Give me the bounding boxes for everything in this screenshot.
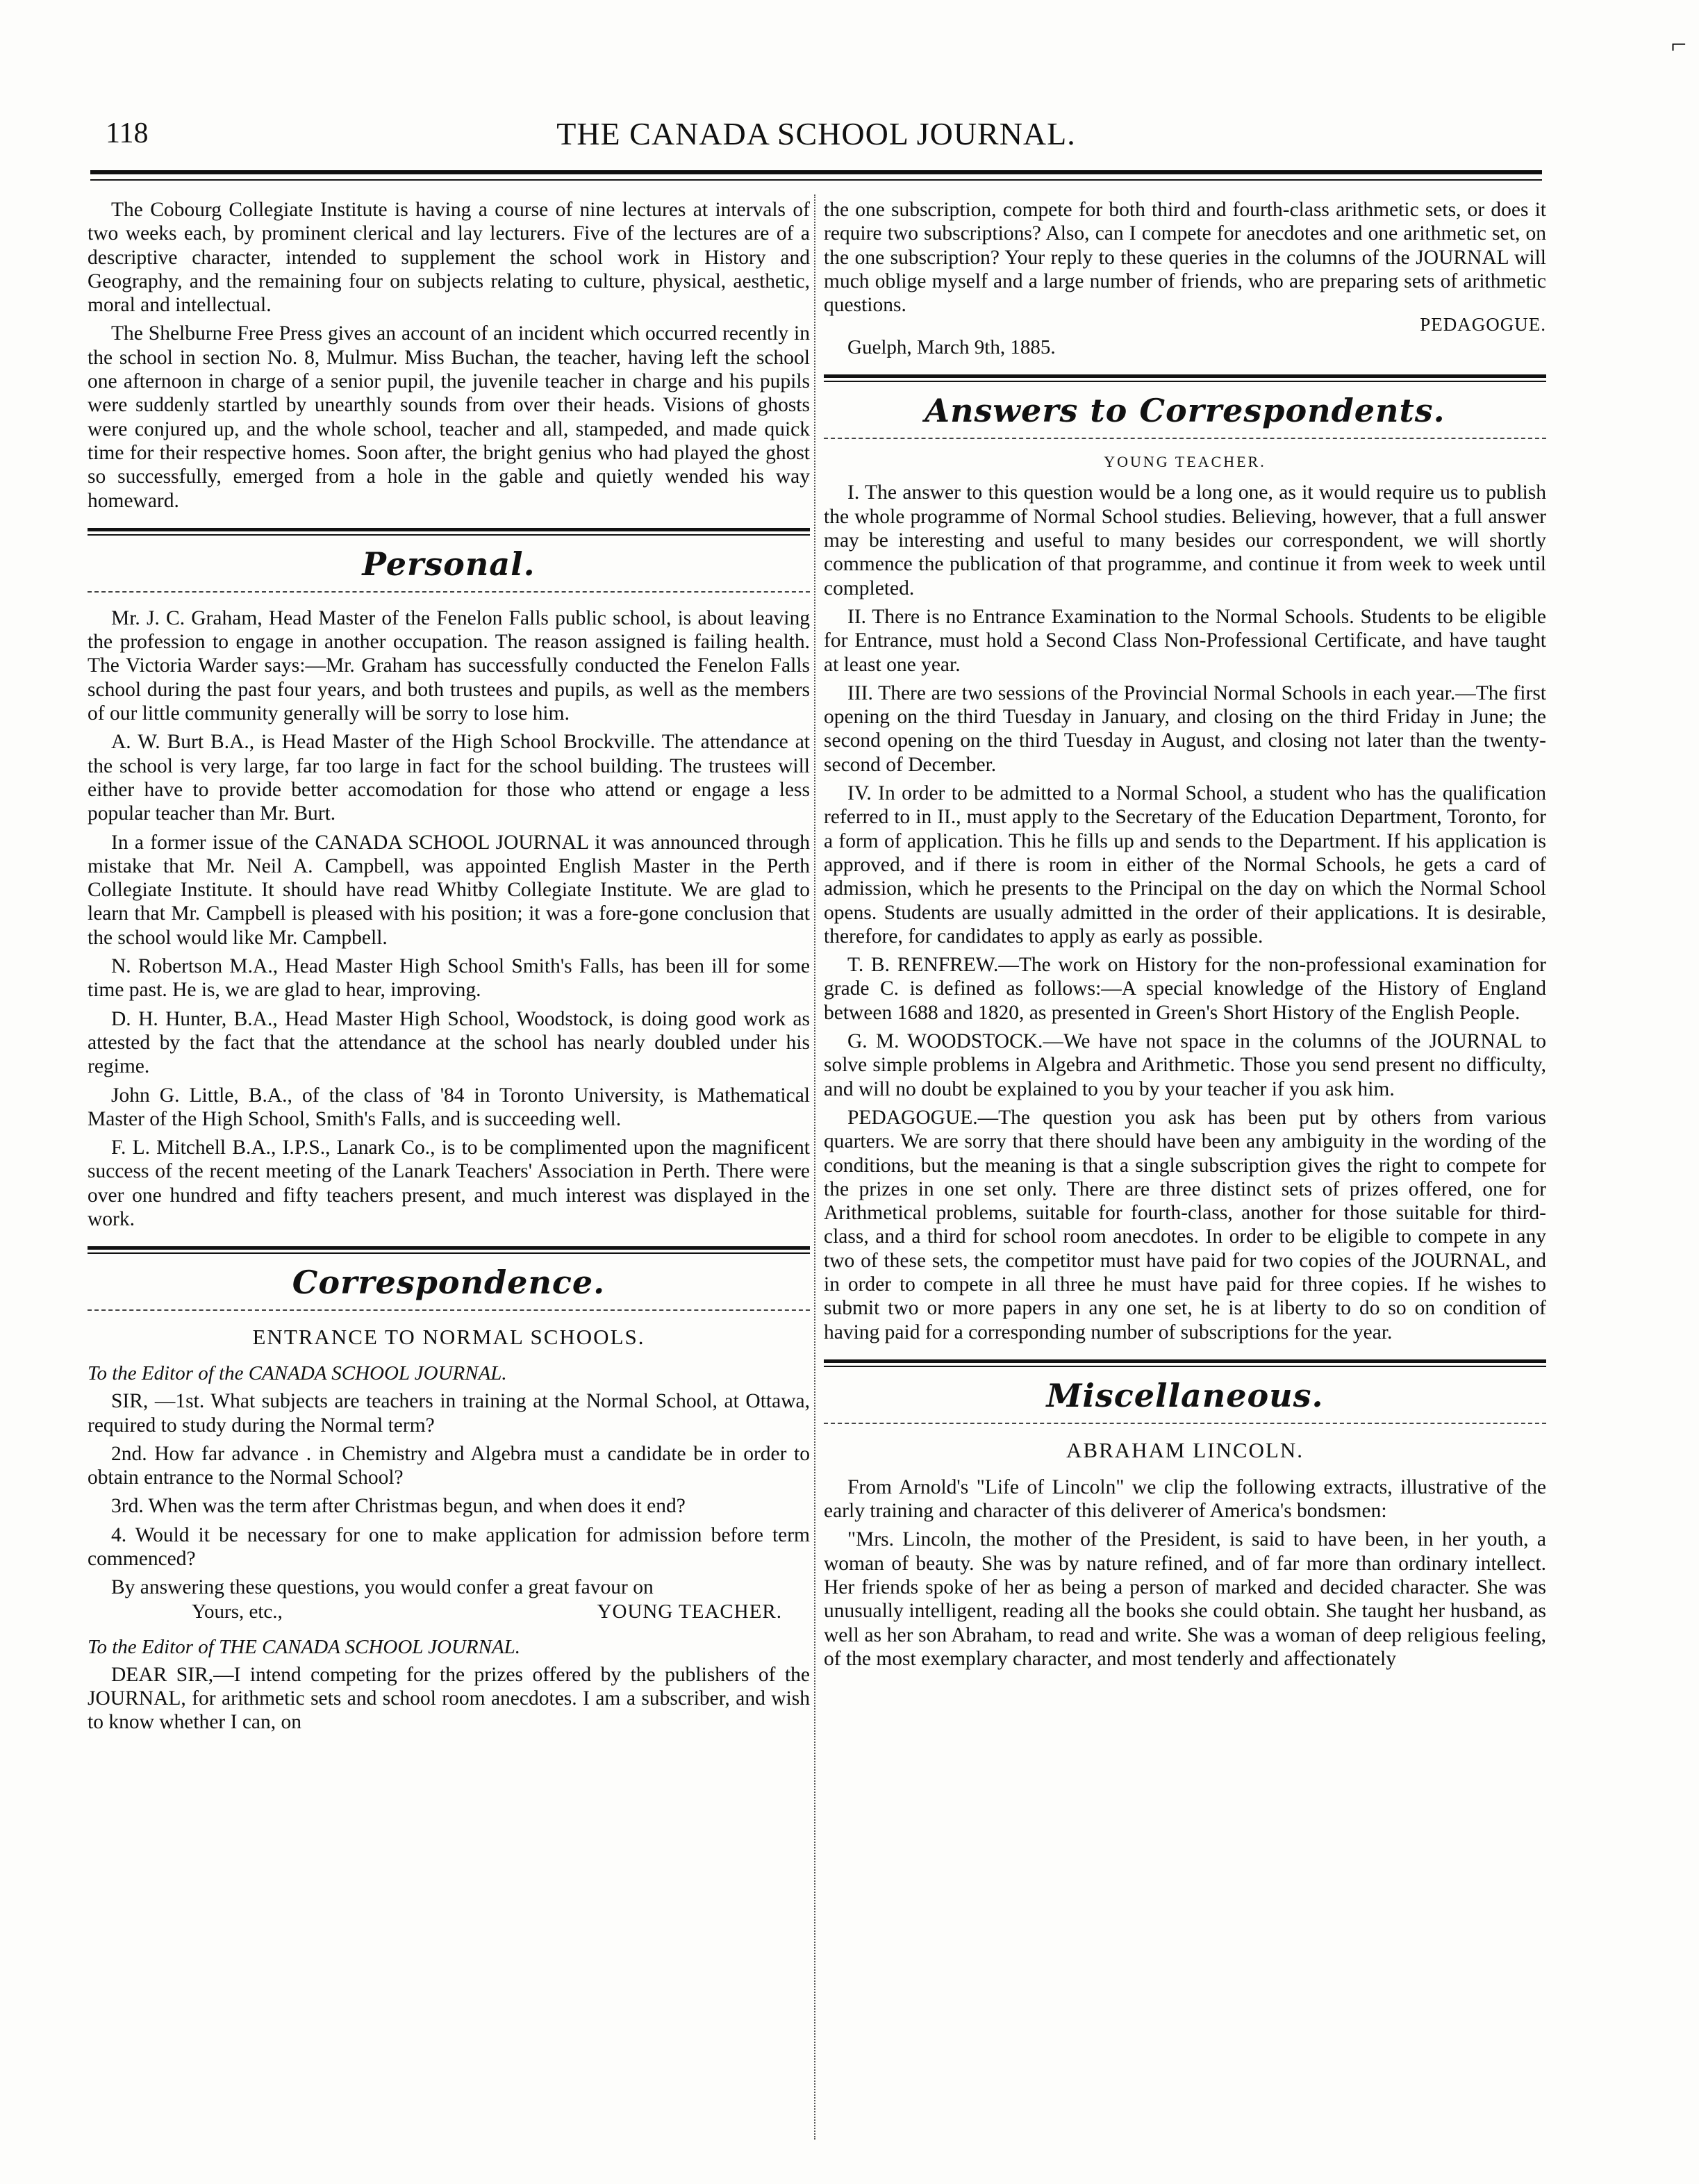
letter-paragraph: 2nd. How far advance . in Chemistry and Algebra must a candidate be in order to obtain entrance to the Normal School? xyxy=(88,1442,810,1489)
answer-paragraph: III. There are two sessions of the Provincial Normal Schools in each year.—The first opening on the third Tuesday in January, and closing on the third Friday in June; the second opening on the third Tuesday in August, and closing not later than the twenty-second of December. xyxy=(824,681,1546,776)
letter-paragraph: By answering these questions, you would confer a great favour on xyxy=(111,1576,654,1599)
lincoln-paragraph: "Mrs. Lincoln, the mother of the President, is said to have been, in her youth, a woman of beauty. She was by nature refined, and of far more than ordinary intellect. Her friends spoke of her as being a person of marked and decided character. She was unusually intelligent, reading all the books she could obtain. She taught her husband, as well as her son Abraham, to read and write. She was a woman of deep religious feeling, of the most exemplary character, and most tenderly and affectionately xyxy=(824,1528,1546,1670)
page-number: 118 xyxy=(106,117,149,149)
letter-paragraph: the one subscription, compete for both third and fourth-class arithmetic sets, or does it require two subscriptions? Also, can I compete for anecdotes and one arithmetic set, on the one subscription? Your reply to these queries in the columns of the JOURNAL will much oblige myself and a large number of friends, who are preparing sets of arithmetic questions. xyxy=(824,199,1546,317)
miscellaneous-heading: Miscellaneous. xyxy=(1046,1376,1324,1414)
letter-signature: PEDAGOGUE. xyxy=(1420,314,1546,336)
answer-paragraph: PEDAGOGUE.—The question you ask has been put by others from various quarters. We are sorry that there should have been any ambiguity in the wording of the conditions, but the meaning is that a single subscription gives the right to compete for the prizes in one set only. There are three distinct sets of prizes offered, one for Arithmetical problems, suitable for fourth-class, another for those suitable for third-class, and a third for school room anecdotes. In order to be eligible to compete in any two of these sets, the competitor must have paid for two copies of the JOURNAL, and in order to compete in all three he must have paid for three copies. If he wishes to submit two or more papers in any one set, he is at liberty to do so on condition of having paid for a corresponding number of subscriptions for the year. xyxy=(824,1106,1546,1343)
letter-paragraph: DEAR SIR,—I intend competing for the prizes offered by the publishers of the JOURNAL, for arithmetic sets and school room anecdotes. I am a subscriber, and wish to know whether I can, on xyxy=(88,1663,810,1734)
entrance-heading: ENTRANCE TO NORMAL SCHOOLS. xyxy=(252,1325,645,1350)
corner-mark: ⌐ xyxy=(1671,28,1686,60)
letter-signature xyxy=(88,1600,810,1623)
letter-paragraph: 3rd. When was the term after Christmas begun, and when does it end? xyxy=(111,1495,686,1518)
news-paragraph: The Cobourg Collegiate Institute is having a course of nine lectures at intervals of two weeks each, by prominent clerical and lay lecturers. Five of the lectures are of a descriptive character, intended to supplement the school work in History and Geography, and the remaining four on subjects relating to culture, physical, aesthetic, moral and intellectual. xyxy=(88,199,810,317)
lincoln-heading: ABRAHAM LINCOLN. xyxy=(1066,1437,1304,1462)
answer-paragraph: II. There is no Entrance Examination to the Normal Schools. Students to be eligible for Entrance, must hold a Second Class Non-Professional Certificate, and have taught at least one year. xyxy=(824,605,1546,676)
editor-salutation: To the Editor of THE CANADA SCHOOL JOURNAL. xyxy=(88,1635,521,1658)
column-divider xyxy=(814,195,815,2140)
section-rule xyxy=(88,1252,810,1254)
right-column xyxy=(824,198,1546,1671)
section-rule xyxy=(824,1423,1546,1424)
journal-title: THE CANADA SCHOOL JOURNAL. xyxy=(556,116,1076,151)
personal-paragraph: N. Robertson M.A., Head Master High School Smith's Falls, has been ill for some time past. He is, we are glad to hear, improving. xyxy=(88,955,810,1002)
news-paragraph: The Shelburne Free Press gives an account of an incident which occurred recently in the school in section No. 8, Mulmur. Miss Buchan, the teacher, having left the school one afternoon in charge of a senior pupil, the juvenile teacher in charge and his pupils were suddenly startled by unearthly sounds from over their heads. Visions of ghosts were conjured up, and the whole school, teacher and all, stampeded, and made quick time for their respective homes. Soon after, the bright genius who had played the ghost so successfully, emerged from a hole in the gable and quietly wended his way homeward. xyxy=(88,322,810,512)
personal-paragraph: F. L. Mitchell B.A., I.P.S., Lanark Co., is to be complimented upon the magnificent success of the recent meeting of the Lanark Teachers' Association in Perth. There were over one hundred and fifty teachers present, and much interest was displayed in the work. xyxy=(88,1136,810,1230)
answer-paragraph: IV. In order to be admitted to a Normal School, a student who has the qualification referred to in II., must apply to the Secretary of the Education Department, Toronto, for a form of application. This he fills up and sends to the Department. If his application is approved, and if there is room in either of the Normal Schools, he gets a card of admission, which he presents to the Principal on the day on which the Normal School opens. Students are usually admitted in the order of their applications. It is desirable, therefore, for candidates to apply as early as possible. xyxy=(824,782,1546,948)
left-column xyxy=(88,198,810,1735)
personal-paragraph: Mr. J. C. Graham, Head Master of the Fenelon Falls public school, is about leaving the profession to engage in another occupation. The reason assigned is failing health. The Victoria Warder says:—Mr. Graham has successfully conducted the Fenelon Falls school during the past four years, and both trustees and pupils, as well as the members of our little community generally will be sorry to lose him. xyxy=(88,606,810,725)
section-rule xyxy=(88,1309,810,1311)
answers-heading: Answers to Correspondents. xyxy=(925,392,1445,430)
section-rule xyxy=(824,381,1546,382)
header-rule-thin xyxy=(90,179,1542,181)
answer-paragraph: G. M. WOODSTOCK.—We have not space in the columns of the JOURNAL to solve simple problems in Algebra and Arithmetic. Those you send present no difficulty, and will no doubt be explained to you by your teacher if you ask him. xyxy=(824,1030,1546,1100)
editor-salutation: To the Editor of the CANADA SCHOOL JOURNAL. xyxy=(88,1362,507,1385)
answer-paragraph: I. The answer to this question would be a long one, as it would require us to publish the whole programme of Normal School studies. Believing, however, that a full answer may be interesting and useful to many besides our correspondent, we will shortly commence the publication of that programme, and continue it from week to week until completed. xyxy=(824,481,1546,599)
letter-date: Guelph, March 9th, 1885. xyxy=(847,336,1056,359)
personal-paragraph: John G. Little, B.A., of the class of '84 in Toronto University, is Mathematical Master of the High School, Smith's Falls, and is succeeding well. xyxy=(88,1084,810,1130)
answer-paragraph: T. B. RENFREW.—The work on History for the non-professional examination for grade C. is defined as follows:—A special knowledge of the History of England between 1688 and 1820, as presented in Green's Short History of the English People. xyxy=(824,954,1546,1024)
correspondence-heading: Correspondence. xyxy=(292,1264,606,1302)
section-rule xyxy=(88,591,810,593)
personal-paragraph: D. H. Hunter, B.A., Head Master High School, Woodstock, is doing good work as attested by the fact that the attendance at the school has nearly doubled under his regime. xyxy=(88,1007,810,1078)
letter-paragraph: 4. Would it be necessary for one to make application for admission before term commenced? xyxy=(88,1523,810,1571)
lincoln-paragraph: From Arnold's "Life of Lincoln" we clip the following extracts, illustrative of the early training and character of this deliverer of America's bondsmen: xyxy=(824,1475,1546,1523)
signature-name: YOUNG TEACHER. xyxy=(597,1600,782,1623)
section-rule xyxy=(88,528,810,531)
section-rule xyxy=(824,1366,1546,1367)
personal-heading: Personal. xyxy=(362,545,536,583)
section-rule xyxy=(824,1359,1546,1363)
personal-paragraph: In a former issue of the CANADA SCHOOL JOURNAL it was announced through mistake that Mr. Neil A. Campbell, was appointed English Master in the Perth Collegiate Institute. It should have read Whitby Collegiate Institute. We are glad to learn that Mr. Campbell is pleased with his position; it was a fore-gone conclusion that the school would like Mr. Campbell. xyxy=(88,831,810,949)
header-rule-thick xyxy=(90,170,1542,174)
section-rule xyxy=(88,1246,810,1250)
personal-paragraph: A. W. Burt B.A., is Head Master of the High School Brockville. The attendance at the school is very large, far too large in fact for the school building. The trustees will either have to provide better accomodation for those who attend or engage a less popular teacher than Mr. Burt. xyxy=(88,731,810,825)
section-rule xyxy=(88,534,810,536)
section-rule xyxy=(824,374,1546,378)
running-head xyxy=(90,111,1542,160)
answer-recipient: YOUNG TEACHER. xyxy=(1104,453,1266,471)
letter-paragraph: SIR, —1st. What subjects are teachers in training at the Normal School, at Ottawa, required to study during the Normal term? xyxy=(88,1390,810,1437)
section-rule xyxy=(824,438,1546,439)
signature-closing: Yours, etc., xyxy=(192,1600,283,1623)
